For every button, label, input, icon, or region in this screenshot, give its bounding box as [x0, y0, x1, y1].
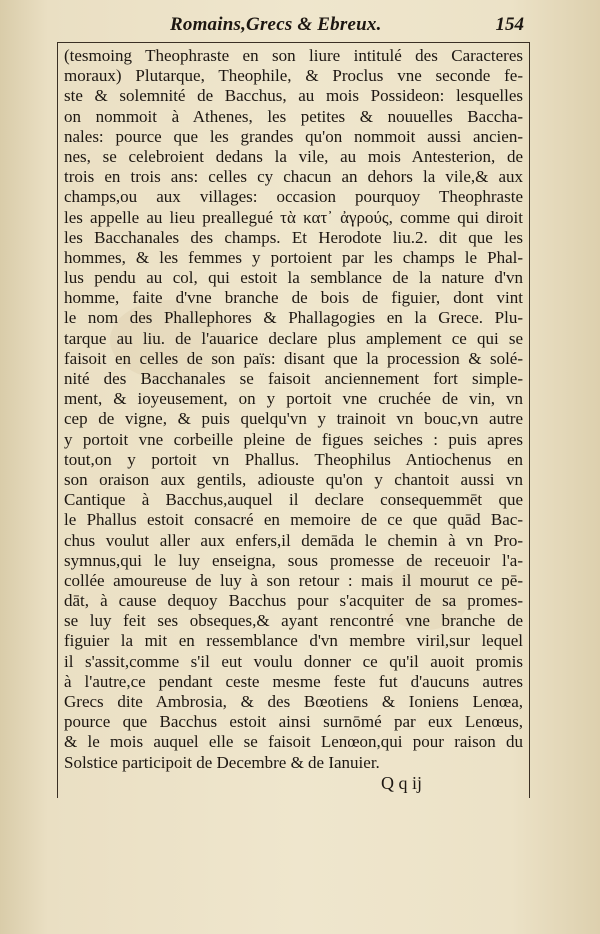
text-line: symnus,qui le luy enseigna, sous promesse de receuoir l'a- [64, 550, 523, 570]
text-line: nales: pource que les grandes qu'on nommoit aussi ancien- [64, 126, 523, 146]
text-line: tout,on y portoit vn Phallus. Theophilus Antiochenus en [64, 449, 523, 469]
text-line: champs,ou aux villages: occasion pourquoy Theophraste [64, 187, 523, 207]
text-line: ment, & ioyeusement, on y portoit vne cruchée de vin, vn [64, 389, 523, 409]
frame-rule-right [529, 42, 530, 798]
body-text [64, 46, 523, 773]
text-line: Cantique à Bacchus,auquel il declare consequemmēt que [64, 490, 523, 510]
text-line: y portoit vne corbeille pleine de figues seiches : puis apres [64, 429, 523, 449]
text-line: les appelle au lieu preallegué τὰ κατ᾽ ἀγρούς, comme qui diroit [64, 207, 523, 227]
frame-rule-left [57, 42, 58, 798]
text-line: tarque au liu. de l'auarice declare plus amplement ce qui se [64, 328, 523, 348]
text-line: Grecs dite Ambrosia, & des Bœotiens & Ioniens Lenœa, [64, 692, 523, 711]
frame-rule-top [58, 42, 530, 43]
running-title: Romains,Grecs & Ebreux. [170, 14, 382, 35]
text-line: à l'autre,ce pendant ceste mesme feste fut d'aucuns autres [64, 671, 523, 691]
signature-mark: Q q ij [381, 773, 423, 793]
text-line: collée amoureuse de luy à son retour : mais il mourut ce pē- [64, 570, 523, 590]
text-line: dāt, à cause dequoy Bacchus pour s'acquiter de sa promes- [64, 591, 523, 611]
text-line: faisoit en celles de son païs: disant que la procession & solé- [64, 348, 523, 368]
text-line: ste & solemnité de Bacchus, au mois Possideon: lesquelles [64, 86, 523, 106]
text-line: trois en trois ans: celles cy chacun an dehors la vile,& aux [64, 167, 523, 187]
text-line: (tesmoing Theophraste en son liure intitulé des Caracteres [64, 46, 523, 65]
text-line: figuier la mit en ressemblance d'vn membre viril,sur lequel [64, 631, 523, 651]
text-line: cep de vigne, & puis quelqu'vn y trainoit vn bouc,vn autre [64, 409, 523, 429]
text-line: les Bacchanales des champs. Et Herodote liu.2. dit que les [64, 227, 523, 247]
text-line: chus voulut aller aux enfers,il demāda le chemin à vn Pro- [64, 530, 523, 550]
running-head [64, 14, 524, 38]
text-line: Solstice participoit de Decembre & de Ianuier. [64, 752, 380, 772]
text-line: le nom des Phallephores & Phallagogies en la Grece. Plu- [64, 308, 523, 328]
text-line: pource que Bacchus estoit ainsi surnōmé par eux Lenœus, [64, 712, 523, 732]
text-line: hommes, & les femmes y portoient par les champs le Phal- [64, 247, 523, 267]
text-line: moraux) Plutarque, Theophile, & Proclus vne seconde fe- [64, 66, 523, 86]
text-line: le Phallus estoit consacré en memoire de ce que quād Bac- [64, 510, 523, 530]
text-line: nes, se celebroient dedans la vile, au mois Antesterion, de [64, 146, 523, 166]
text-line: homme, faite d'vne branche de bois de figuier, dont vint [64, 288, 523, 308]
text-line: son oraison aux gentils, adiouste qu'on y chantoit aussi vn [64, 469, 523, 489]
text-line: se luy feit ses obseques,& ayant rencontré vne branche de [64, 611, 523, 631]
text-line: nité des Bacchanales se faisoit anciennement fort simple- [64, 369, 523, 388]
text-line: lus pendu au col, qui estoit la semblance de la nature d'vn [64, 268, 523, 288]
page-number: 154 [495, 14, 524, 35]
text-line: il s'assit,comme s'il eut voulu donner ce qu'il auoit promis [64, 651, 523, 671]
text-line: on nommoit à Athenes, les petites & nouuelles Baccha- [64, 106, 523, 126]
text-line: & le mois auquel elle se faisoit Lenœon,qui pour raison du [64, 732, 523, 752]
